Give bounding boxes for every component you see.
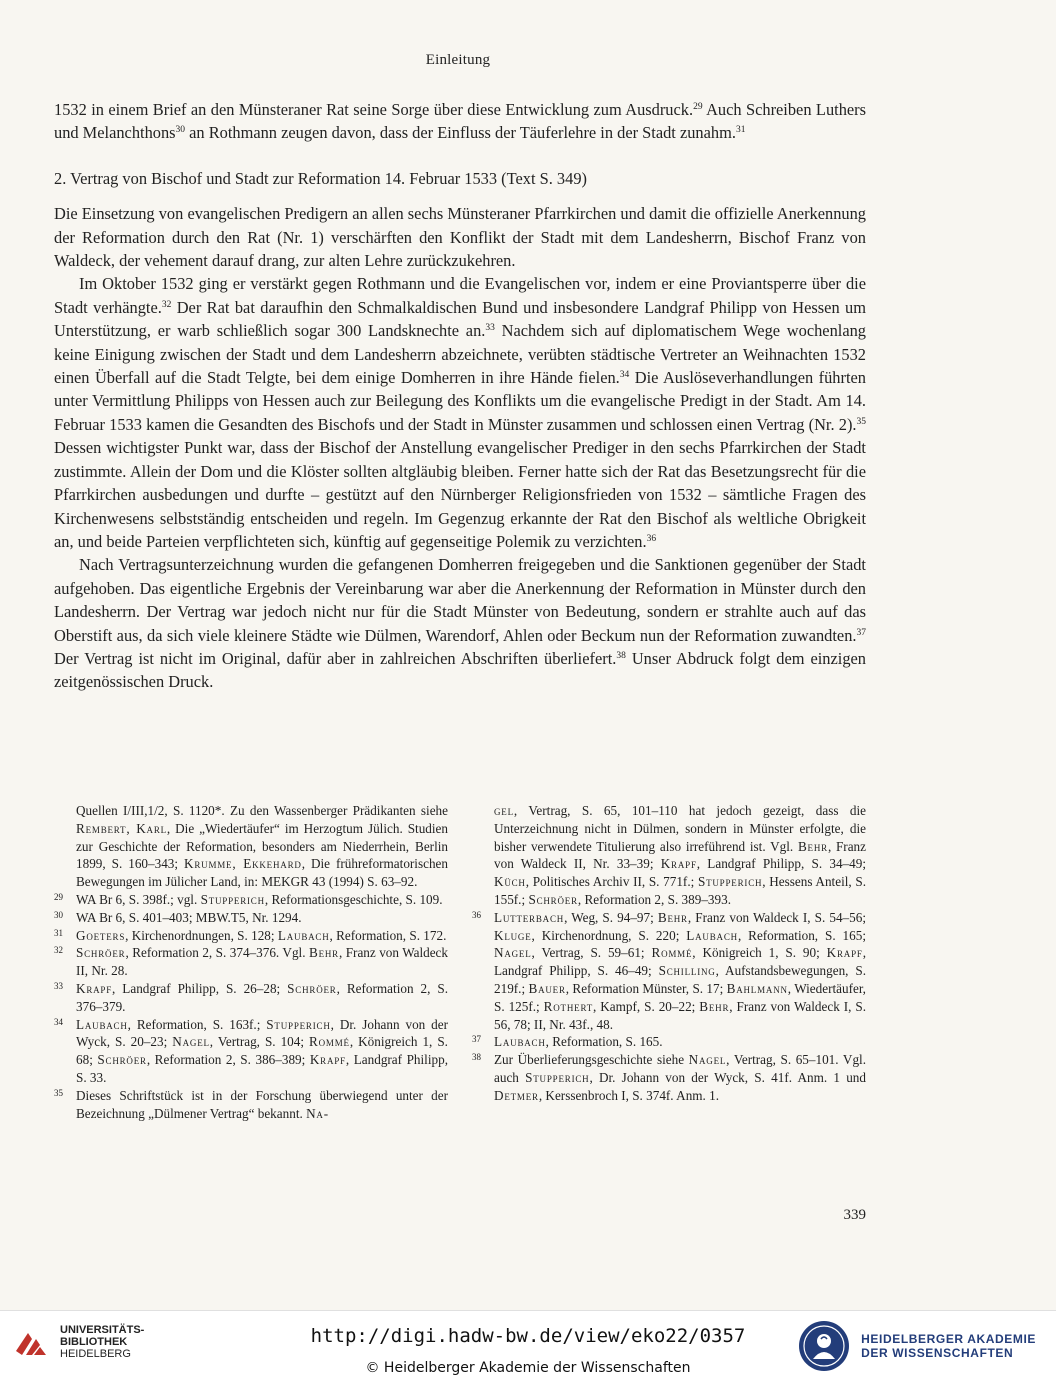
footnote xyxy=(472,802,866,909)
footnote-number: 29 xyxy=(54,891,63,902)
text-run: , Franz von Waldeck II, Nr. 28. xyxy=(76,945,449,979)
text-run: , Landgraf Philipp, S. 34–49; xyxy=(696,856,866,872)
author-name: Stupperich xyxy=(266,1016,331,1032)
author-name: Stupperich xyxy=(697,874,763,890)
text-run: Im Oktober 1532 ging er verstärkt gegen Rothmann und die Evangelischen vor, indem er eine Proviantsperre über die Stadt verhängte. xyxy=(54,274,866,317)
text-run: WA Br 6, S. 401–403; MBW.T5, Nr. 1294. xyxy=(76,909,302,925)
text-run: , Reformation, S. 172. xyxy=(329,927,447,943)
author-name: gel xyxy=(494,803,514,818)
text-run: , Reformation 2, S. 389–393. xyxy=(577,891,732,907)
footnotes-right-column xyxy=(472,802,866,1122)
text-run: , Franz von Waldeck I, S. 56, 78; II, Nr. 43f., 48. xyxy=(494,998,866,1032)
text-run: 1532 in einem Brief an den Münsteraner Rat seine Sorge über diese Entwicklung zum Ausdruck. xyxy=(54,100,694,119)
author-name: Behr xyxy=(308,945,339,961)
text-run: , Vertrag, S. 104; xyxy=(209,1034,310,1050)
footnote-number: 33 xyxy=(54,980,63,991)
footnote xyxy=(54,909,448,927)
author-name: Rothert xyxy=(543,998,594,1014)
text-run: , Die frühreformatorischen Bewegungen im Jülicher Land, in: MEKGR 43 (1994) S. 63–92. xyxy=(76,856,448,890)
footnote xyxy=(54,1016,448,1087)
author-name: Nagel xyxy=(494,945,532,961)
text-run: Die Auslöseverhandlungen führten unter Vermittlung Philipps von Hessen auch zur Beilegung des Konflikts um die evangelische Predigt in der Stadt. Am 14. Februar 1533 kamen die Gesandten des Bischofs und der Stadt in Münster zusammen und schlossen einen Vertrag (Nr. 2). xyxy=(54,368,866,434)
author-name: Krumme, Ekkehard xyxy=(184,856,302,872)
footnote xyxy=(472,1051,866,1104)
author-name: Krapf xyxy=(826,945,863,961)
page-number: 339 xyxy=(843,1207,866,1223)
text-run: , Kirchenordnung, S. 220; xyxy=(531,927,687,943)
author-name: Küch xyxy=(494,874,526,890)
author-name: Na- xyxy=(306,1105,329,1121)
text-run: Quellen I/III,1/2, S. 1120*. Zu den Wassenberger Prädikanten siehe xyxy=(76,803,448,818)
text-run: , Vertrag, S. 65, 101–110 hat jedoch gezeigt, dass die Unterzeichnung nicht in Dülmen, sondern in Münster erfolgte, die bisher verwendete Titulierung also irreführend ist. Vgl. xyxy=(494,803,866,854)
author-name: Schilling xyxy=(658,963,716,979)
footnote-reference: 38 xyxy=(616,650,626,661)
footnote xyxy=(54,802,448,891)
text-run: , Reformation, S. 165; xyxy=(737,927,866,943)
author-name: Rommé xyxy=(309,1034,350,1050)
paragraph-1 xyxy=(54,98,866,145)
text-run: Nach Vertragsunterzeichnung wurden die gefangenen Domherren freigegeben und die Sanktionen gegenüber der Stadt aufgehoben. Das eigentliche Ergebnis der Vereinbarung war aber die Anerkennung der Reformation in Münster durch den Landesherrn. Der Vertrag war jedoch nicht nur für die Stadt Münster von Bedeutung, sondern er strahlte auch auf das Oberstift aus, da sich viele kleinere Städte wie Dülmen, Warendorf, Ahlen oder Beckum nun der Reformation zuwandten. xyxy=(54,555,866,645)
text-run: , Franz von Waldeck I, S. 54–56; xyxy=(687,909,866,925)
author-name: Behr xyxy=(657,909,688,925)
footnote-number: 36 xyxy=(472,909,481,920)
text-run: , Wiedertäufer, S. 125f.; xyxy=(494,980,866,1014)
author-name: Stupperich xyxy=(200,891,265,907)
author-name: Laubach xyxy=(277,927,330,943)
author-name: Behr xyxy=(797,838,828,854)
text-run: WA Br 6, S. 398f.; vgl. xyxy=(76,891,201,907)
permalink-url[interactable]: http://digi.hadw-bw.de/view/eko22/0357 xyxy=(310,1325,746,1347)
author-name: Schröer xyxy=(287,980,337,996)
paragraph-2 xyxy=(54,202,866,272)
author-name: Bahlmann xyxy=(726,980,788,996)
text-run: Dessen wichtigster Punkt war, dass der Bischof der Anstellung evangelischer Prediger in den sechs Pfarrkirchen der Stadt zustimmte. Allein der Dom und die Klöster sollten altgläubig bleiben. Ferner hatte sich der Rat das Besetzungsrecht für die Pfarrkirchen ausbedungen und durfte – gestützt auf den Nürnberger Religionsfrieden von 1532 – sämtliche Fragen des Kirchenwesens selbstständig entscheiden und regeln. Im Gegenzug erkannte der Rat den Bischof als weltliche Obrigkeit an, und beide Parteien verpflichteten sich, künftig auf gegenseitige Polemik zu verzichten. xyxy=(54,438,866,551)
text-run: , Reformation 2, S. 374–376. Vgl. xyxy=(125,945,309,961)
author-name: Lutterbach xyxy=(494,909,565,925)
footnote-reference: 30 xyxy=(175,125,186,136)
text-run: , Dr. Johann von der Wyck, S. 20–23; xyxy=(76,1016,449,1050)
footnote-number: 31 xyxy=(54,927,63,938)
text-run: Unser Abdruck folgt dem einzigen zeitgenössischen Druck. xyxy=(54,648,866,692)
text-run: Nachdem sich auf diplomatischem Wege wochenlang keine Einigung zwischen der Stadt und dem Landesherrn abzeichnete, verübten städtische Vertreter an Weihnachten 1532 einen Überfall auf die Stadt Telgte, bei dem einige Domherren in ihre Hände fielen. xyxy=(54,321,866,388)
author-name: Laubach xyxy=(686,927,738,943)
text-run: , Reformation 2, S. 376–379. xyxy=(76,980,448,1014)
text-run: , Landgraf Philipp, S. 26–28; xyxy=(112,980,288,996)
author-name: Schröer xyxy=(97,1052,147,1068)
author-name: Nagel xyxy=(172,1034,210,1050)
academy-seal-icon xyxy=(797,1319,851,1373)
viewer-footer xyxy=(0,1310,1056,1390)
footnote-number: 38 xyxy=(472,1052,481,1063)
text-run: Auch Schreiben Luthers und Melanchthons xyxy=(54,100,866,143)
footnote-number: 30 xyxy=(54,909,63,920)
footnote-reference: 32 xyxy=(161,299,172,310)
footnote xyxy=(54,944,448,980)
author-name: Krapf xyxy=(76,980,113,996)
academy-name-line-1: HEIDELBERGER AKADEMIE xyxy=(861,1332,1036,1346)
author-name: Kluge xyxy=(494,927,532,943)
text-run: , Landgraf Philipp, S. 46–49; xyxy=(494,945,866,979)
author-name: Rommé xyxy=(651,945,693,961)
text-run: , Reformation, S. 165. xyxy=(545,1034,663,1050)
author-name: Krapf xyxy=(309,1052,346,1068)
footnote-reference: 36 xyxy=(646,533,657,544)
footnotes xyxy=(54,802,866,1122)
footnote-number: 32 xyxy=(54,945,63,956)
footnote xyxy=(472,1033,866,1051)
footnote-reference: 29 xyxy=(693,102,703,112)
text-run: , Aufstandsbewegungen, S. 219f.; xyxy=(494,963,866,996)
author-name: Stupperich xyxy=(525,1069,590,1085)
footnote-reference: 37 xyxy=(856,627,866,638)
author-name: Schröer xyxy=(528,891,578,907)
author-name: Laubach xyxy=(494,1034,546,1050)
text-run: Der Rat bat daraufhin den Schmalkaldischen Bund und insbesondere Landgraf Philipp von Hessen um Unterstützung, er warb schließlich sogar 300 Landsknechte an. xyxy=(54,297,866,341)
footnote-reference: 34 xyxy=(619,370,630,381)
text-run: , Hessens Anteil, S. 155f.; xyxy=(494,874,866,907)
text-run: , Reformation 2, S. 386–389; xyxy=(146,1052,310,1068)
author-name: Detmer xyxy=(494,1087,539,1103)
text-run: , Reformation, S. 163f.; xyxy=(127,1016,267,1032)
text-run: , Landgraf Philipp, S. 33. xyxy=(76,1052,448,1085)
author-name: Nagel xyxy=(688,1052,727,1068)
academy-name-line-2: DER WISSENSCHAFTEN xyxy=(861,1346,1014,1360)
footnote xyxy=(54,891,448,909)
author-name: Bauer xyxy=(528,980,566,996)
running-head: Einleitung xyxy=(425,52,491,68)
author-name: Schröer xyxy=(76,945,126,961)
paragraph-3 xyxy=(54,272,866,553)
text-run: Zur Überlieferungsgeschichte siehe xyxy=(494,1052,689,1068)
text-run: , Dr. Johann von der Wyck, S. 41f. Anm. 1 und xyxy=(589,1069,866,1085)
text-run: , Königreich 1, S. 68; xyxy=(76,1034,448,1068)
text-run: , Kirchenordnungen, S. 128; xyxy=(125,927,278,943)
text-run: an Rothmann zeugen davon, dass der Einfluss der Täuferlehre in der Stadt zunahm. xyxy=(185,123,736,143)
footnote-reference: 31 xyxy=(735,125,746,136)
footnote-number: 35 xyxy=(54,1087,63,1098)
academy-logo[interactable] xyxy=(797,1319,1036,1373)
academy-name xyxy=(861,1332,1036,1360)
author-name: Laubach xyxy=(76,1016,128,1032)
footnote xyxy=(54,1087,448,1123)
main-text xyxy=(54,98,866,694)
text-run: , Königreich 1, S. 90; xyxy=(692,945,827,961)
footnote xyxy=(54,927,448,945)
author-name: Krapf xyxy=(660,856,697,872)
text-run: , Weg, S. 94–97; xyxy=(564,909,658,925)
library-name-line-1: UNIVERSITÄTS- xyxy=(60,1324,145,1336)
section-heading: 2. Vertrag von Bischof und Stadt zur Reformation 14. Februar 1533 (Text S. 349) xyxy=(54,168,587,188)
text-run: , Kerssenbroch I, S. 374f. Anm. 1. xyxy=(538,1087,720,1103)
footnote-reference: 33 xyxy=(485,323,495,334)
text-run: , Kampf, S. 20–22; xyxy=(593,998,700,1014)
library-name-line-3: HEIDELBERG xyxy=(60,1348,131,1360)
footnote xyxy=(472,909,866,1034)
text-run: , Politisches Archiv II, S. 771f.; xyxy=(525,874,698,890)
author-name: Rembert, Karl xyxy=(76,820,167,836)
author-name: Goeters xyxy=(76,927,126,943)
text-run: , Reformationsgeschichte, S. 109. xyxy=(264,891,443,907)
library-name-line-2: BIBLIOTHEK xyxy=(60,1336,128,1348)
footnote-number: 37 xyxy=(472,1034,481,1045)
copyright-notice: © Heidelberger Akademie der Wissenschaften xyxy=(365,1360,691,1376)
text-run: , Vertrag, S. 59–61; xyxy=(531,945,652,961)
text-run: Die Einsetzung von evangelischen Predigern an allen sechs Münsteraner Pfarrkirchen und damit die offizielle Anerkennung der Reformation durch den Rat (Nr. 1) verschärften den Konflikt der Stadt mit dem Landesherrn, Bischof Franz von Waldeck, der vehement darauf drang, zur alten Lehre zurückzukehren. xyxy=(54,204,866,271)
text-run: , Reformation Münster, S. 17; xyxy=(565,980,727,996)
text-run: , Die „Wiedertäufer“ im Herzogtum Jülich. Studien zur Geschichte der Reformation, besonders am Niederrhein, Berlin 1899, S. 160–343; xyxy=(76,820,448,872)
text-run: , Franz von Waldeck II, Nr. 33–39; xyxy=(494,838,866,872)
paragraph-4 xyxy=(54,553,866,693)
footnotes-left-column xyxy=(54,802,448,1122)
author-name: Behr xyxy=(699,998,730,1014)
text-run: Der Vertrag ist nicht im Original, dafür aber in zahlreichen Abschriften überliefert. xyxy=(54,648,617,668)
footnote-number: 34 xyxy=(54,1016,63,1027)
text-run: , Vertrag, S. 65–101. Vgl. auch xyxy=(494,1052,866,1085)
text-run: Dieses Schriftstück ist in der Forschung überwiegend unter der Bezeichnung „Dülmener Vertrag“ bekannt. xyxy=(76,1087,448,1121)
footnote-reference: 35 xyxy=(856,416,866,427)
footnote xyxy=(54,980,448,1016)
